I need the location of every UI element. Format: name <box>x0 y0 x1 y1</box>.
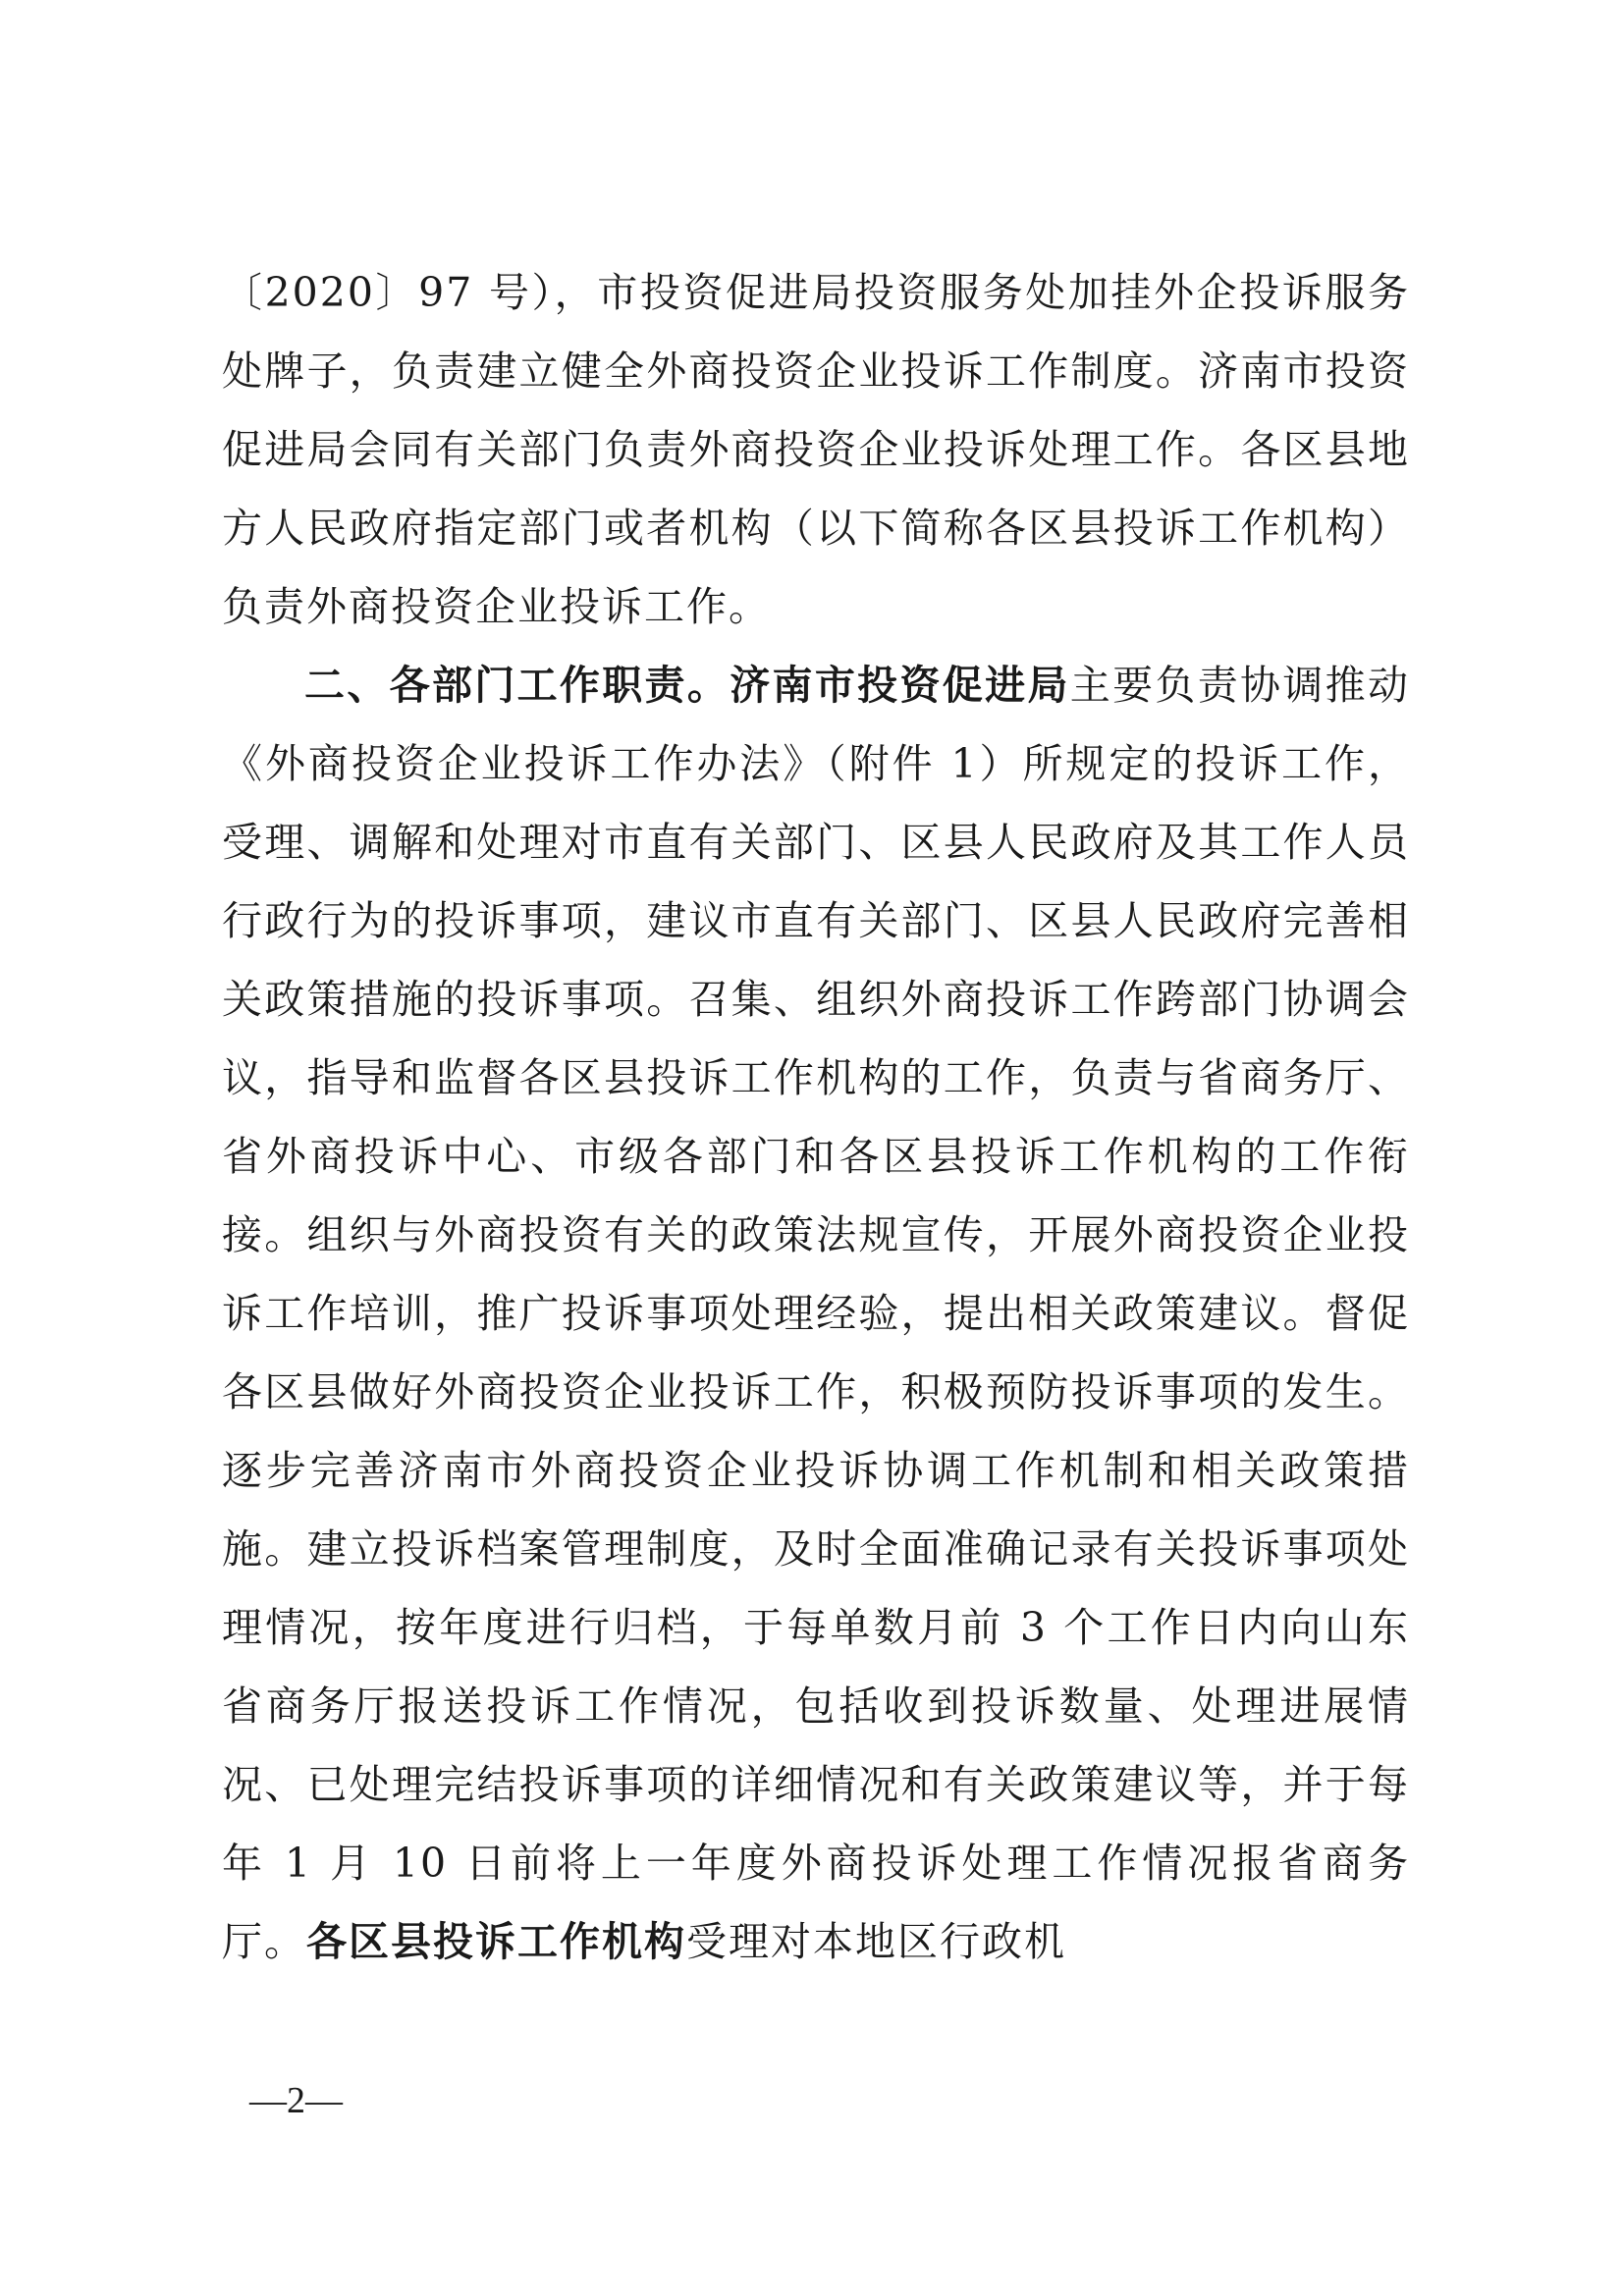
paragraph-2 <box>222 646 1410 1981</box>
paragraph-1-text: 〔2020〕97 号），市投资促进局投资服务处加挂外企投诉服务处牌子，负责建立健全外商投资企业投诉工作制度。济南市投资促进局会同有关部门负责外商投资企业投诉处理工作。各区县地方人民政府指定部门或者机构（以下简称各区县投诉工作机构）负责外商投资企业投诉工作。 <box>222 269 1410 630</box>
entity-jinan-investment-bureau: 济南市投资促进局 <box>730 662 1070 709</box>
section-heading: 二、各部门工作职责。 <box>304 662 730 709</box>
entity-district-complaint-agencies: 各区县投诉工作机构 <box>306 1918 686 1965</box>
body-text <box>222 253 1410 1981</box>
paragraph-2-text-1: 主要负责协调推动《外商投资企业投诉工作办法》（附件 1）所规定的投诉工作，受理、调解和处理对市直有关部门、区县人民政府及其工作人员行政行为的投诉事项，建议市直有关部门、区县人民政府完善相关政策措施的投诉事项。召集、组织外商投诉工作跨部门协调会议，指导和监督各区县投诉工作机构的工作，负责与省商务厅、省外商投诉中心、市级各部门和各区县投诉工作机构的工作衔接。组织与外商投资有关的政策法规宣传，开展外商投资企业投诉工作培训，推广投诉事项处理经验，提出相关政策建议。督促各区县做好外商投资企业投诉工作，积极预防投诉事项的发生。逐步完善济南市外商投资企业投诉协调工作机制和相关政策措施。建立投诉档案管理制度，及时全面准确记录有关投诉事项处理情况，按年度进行归档，于每单数月前 3 个工作日内向山东省商务厅报送投诉工作情况，包括收到投诉数量、处理进展情况、已处理完结投诉事项的详细情况和有关政策建议等，并于每年 1 月 10 日前将上一年度外商投诉处理工作情况报省商务厅。 <box>222 662 1411 1965</box>
paragraph-1 <box>222 253 1410 646</box>
paragraph-2-text-2: 受理对本地区行政机 <box>686 1918 1066 1965</box>
page-number: —2— <box>249 2080 343 2121</box>
